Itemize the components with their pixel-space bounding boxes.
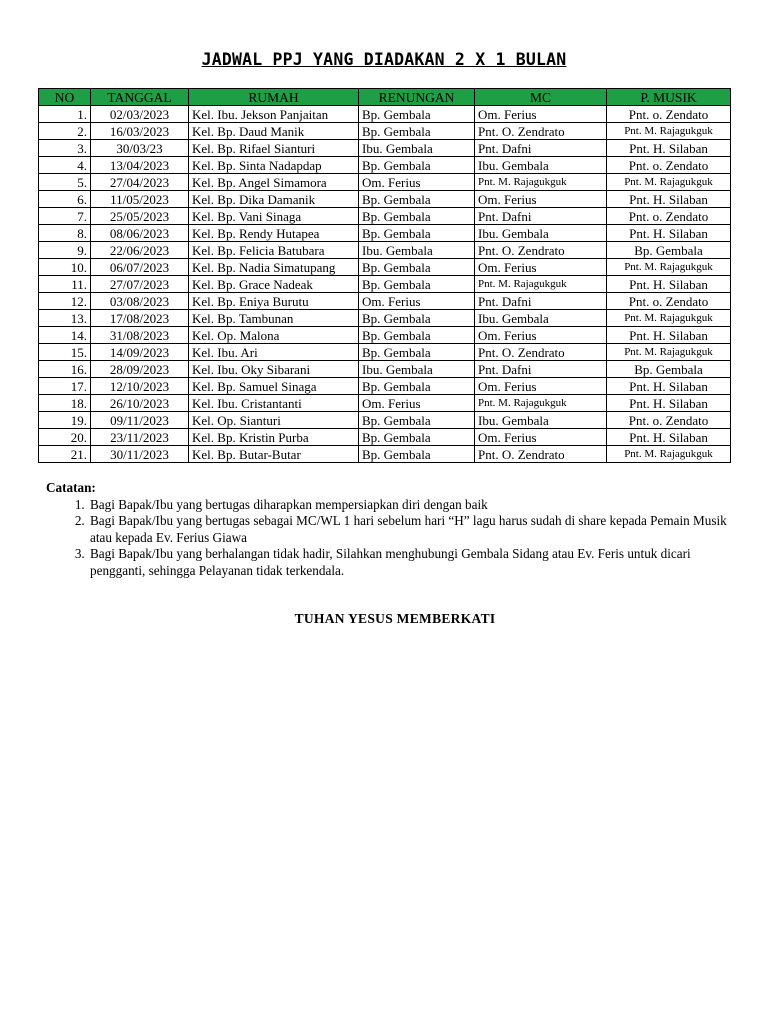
cell-musik: Pnt. M. Rajagukguk: [607, 446, 731, 463]
cell-no: 21.: [39, 446, 91, 463]
cell-renungan: Ibu. Gembala: [359, 242, 475, 259]
cell-musik: Pnt. M. Rajagukguk: [607, 310, 731, 327]
cell-tanggal: 25/05/2023: [91, 208, 189, 225]
cell-no: 4.: [39, 157, 91, 174]
table-row: [39, 446, 731, 463]
cell-mc: Om. Ferius: [475, 327, 607, 344]
cell-mc: Pnt. M. Rajagukguk: [475, 174, 607, 191]
cell-rumah: Kel. Bp. Sinta Nadapdap: [189, 157, 359, 174]
cell-musik: Pnt. o. Zendato: [607, 293, 731, 310]
cell-rumah: Kel. Bp. Angel Simamora: [189, 174, 359, 191]
cell-no: 13.: [39, 310, 91, 327]
header-renungan: RENUNGAN: [359, 89, 475, 106]
cell-musik: Pnt. H. Silaban: [607, 378, 731, 395]
table-row: [39, 225, 731, 242]
cell-tanggal: 27/07/2023: [91, 276, 189, 293]
cell-tanggal: 06/07/2023: [91, 259, 189, 276]
table-row: [39, 174, 731, 191]
cell-mc: Om. Ferius: [475, 191, 607, 208]
cell-rumah: Kel. Bp. Tambunan: [189, 310, 359, 327]
table-row: [39, 378, 731, 395]
cell-no: 2.: [39, 123, 91, 140]
cell-no: 3.: [39, 140, 91, 157]
cell-tanggal: 02/03/2023: [91, 106, 189, 123]
cell-renungan: Bp. Gembala: [359, 412, 475, 429]
cell-no: 18.: [39, 395, 91, 412]
cell-rumah: Kel. Op. Sianturi: [189, 412, 359, 429]
cell-tanggal: 13/04/2023: [91, 157, 189, 174]
cell-musik: Pnt. o. Zendato: [607, 208, 731, 225]
cell-tanggal: 08/06/2023: [91, 225, 189, 242]
cell-musik: Pnt. H. Silaban: [607, 429, 731, 446]
schedule-table: [38, 88, 731, 463]
cell-mc: Pnt. Dafni: [475, 361, 607, 378]
cell-rumah: Kel. Bp. Butar-Butar: [189, 446, 359, 463]
cell-rumah: Kel. Bp. Vani Sinaga: [189, 208, 359, 225]
cell-rumah: Kel. Ibu. Oky Sibarani: [189, 361, 359, 378]
cell-tanggal: 31/08/2023: [91, 327, 189, 344]
cell-renungan: Bp. Gembala: [359, 208, 475, 225]
cell-musik: Pnt. H. Silaban: [607, 276, 731, 293]
header-mc: MC: [475, 89, 607, 106]
cell-mc: Om. Ferius: [475, 429, 607, 446]
cell-musik: Pnt. M. Rajagukguk: [607, 344, 731, 361]
cell-rumah: Kel. Bp. Grace Nadeak: [189, 276, 359, 293]
note-item: 3. Bagi Bapak/Ibu yang berhalangan tidak hadir, Silahkan menghubungi Gembala Sidang atau Ev. Feris untuk dicari pengganti, sehingga Pelayanan tidak terkendala.: [88, 546, 736, 579]
table-header-row: [39, 89, 731, 106]
table-row: [39, 344, 731, 361]
cell-no: 6.: [39, 191, 91, 208]
cell-musik: Pnt. H. Silaban: [607, 395, 731, 412]
cell-rumah: Kel. Ibu. Ari: [189, 344, 359, 361]
cell-mc: Pnt. M. Rajagukguk: [475, 395, 607, 412]
table-row: [39, 242, 731, 259]
cell-musik: Pnt. M. Rajagukguk: [607, 259, 731, 276]
cell-no: 5.: [39, 174, 91, 191]
cell-musik: Pnt. o. Zendato: [607, 157, 731, 174]
cell-musik: Bp. Gembala: [607, 361, 731, 378]
cell-rumah: Kel. Bp. Eniya Burutu: [189, 293, 359, 310]
cell-renungan: Bp. Gembala: [359, 276, 475, 293]
cell-rumah: Kel. Bp. Daud Manik: [189, 123, 359, 140]
cell-rumah: Kel. Bp. Rendy Hutapea: [189, 225, 359, 242]
table-row: [39, 259, 731, 276]
cell-no: 16.: [39, 361, 91, 378]
cell-tanggal: 22/06/2023: [91, 242, 189, 259]
cell-no: 19.: [39, 412, 91, 429]
cell-tanggal: 11/05/2023: [91, 191, 189, 208]
cell-mc: Om. Ferius: [475, 378, 607, 395]
header-rumah: RUMAH: [189, 89, 359, 106]
cell-mc: Pnt. O. Zendrato: [475, 123, 607, 140]
cell-renungan: Bp. Gembala: [359, 429, 475, 446]
cell-no: 1.: [39, 106, 91, 123]
cell-no: 20.: [39, 429, 91, 446]
cell-musik: Pnt. M. Rajagukguk: [607, 174, 731, 191]
cell-musik: Pnt. o. Zendato: [607, 412, 731, 429]
cell-rumah: Kel. Ibu. Cristantanti: [189, 395, 359, 412]
schedule-body: [39, 106, 731, 463]
notes-title: Catatan:: [46, 480, 96, 495]
cell-rumah: Kel. Bp. Rifael Sianturi: [189, 140, 359, 157]
table-row: [39, 395, 731, 412]
cell-mc: Pnt. O. Zendrato: [475, 344, 607, 361]
cell-no: 11.: [39, 276, 91, 293]
cell-tanggal: 27/04/2023: [91, 174, 189, 191]
cell-no: 15.: [39, 344, 91, 361]
cell-mc: Pnt. Dafni: [475, 208, 607, 225]
cell-no: 7.: [39, 208, 91, 225]
cell-musik: Pnt. H. Silaban: [607, 327, 731, 344]
table-row: [39, 208, 731, 225]
header-musik: P. MUSIK: [607, 89, 731, 106]
cell-no: 14.: [39, 327, 91, 344]
blessing-text: TUHAN YESUS MEMBERKATI: [294, 611, 496, 626]
cell-rumah: Kel. Bp. Samuel Sinaga: [189, 378, 359, 395]
cell-renungan: Om. Ferius: [359, 293, 475, 310]
cell-rumah: Kel. Bp. Dika Damanik: [189, 191, 359, 208]
cell-renungan: Ibu. Gembala: [359, 361, 475, 378]
table-row: [39, 157, 731, 174]
cell-mc: Om. Ferius: [475, 106, 607, 123]
cell-tanggal: 30/03/23: [91, 140, 189, 157]
cell-renungan: Bp. Gembala: [359, 106, 475, 123]
cell-no: 8.: [39, 225, 91, 242]
cell-tanggal: 12/10/2023: [91, 378, 189, 395]
cell-renungan: Bp. Gembala: [359, 327, 475, 344]
cell-mc: Pnt. Dafni: [475, 140, 607, 157]
cell-rumah: Kel. Bp. Felicia Batubara: [189, 242, 359, 259]
table-row: [39, 140, 731, 157]
table-row: [39, 327, 731, 344]
cell-tanggal: 16/03/2023: [91, 123, 189, 140]
cell-renungan: Bp. Gembala: [359, 225, 475, 242]
cell-renungan: Om. Ferius: [359, 395, 475, 412]
cell-tanggal: 17/08/2023: [91, 310, 189, 327]
cell-musik: Pnt. o. Zendato: [607, 106, 731, 123]
cell-renungan: Bp. Gembala: [359, 259, 475, 276]
cell-musik: Bp. Gembala: [607, 242, 731, 259]
cell-musik: Pnt. H. Silaban: [607, 191, 731, 208]
cell-rumah: Kel. Ibu. Jekson Panjaitan: [189, 106, 359, 123]
table-row: [39, 429, 731, 446]
cell-mc: Om. Ferius: [475, 259, 607, 276]
cell-renungan: Bp. Gembala: [359, 446, 475, 463]
cell-musik: Pnt. H. Silaban: [607, 225, 731, 242]
table-row: [39, 310, 731, 327]
cell-renungan: Bp. Gembala: [359, 191, 475, 208]
cell-renungan: Bp. Gembala: [359, 378, 475, 395]
table-row: [39, 293, 731, 310]
cell-renungan: Ibu. Gembala: [359, 140, 475, 157]
header-no: NO: [39, 89, 91, 106]
cell-mc: Pnt. O. Zendrato: [475, 446, 607, 463]
cell-rumah: Kel. Bp. Nadia Simatupang: [189, 259, 359, 276]
page-title: JADWAL PPJ YANG DIADAKAN 2 X 1 BULAN: [201, 50, 567, 69]
table-row: [39, 106, 731, 123]
cell-mc: Pnt. Dafni: [475, 293, 607, 310]
cell-mc: Pnt. M. Rajagukguk: [475, 276, 607, 293]
table-row: [39, 276, 731, 293]
cell-rumah: Kel. Op. Malona: [189, 327, 359, 344]
cell-tanggal: 14/09/2023: [91, 344, 189, 361]
cell-mc: Pnt. O. Zendrato: [475, 242, 607, 259]
cell-tanggal: 23/11/2023: [91, 429, 189, 446]
cell-mc: Ibu. Gembala: [475, 157, 607, 174]
cell-tanggal: 26/10/2023: [91, 395, 189, 412]
cell-musik: Pnt. H. Silaban: [607, 140, 731, 157]
cell-renungan: Bp. Gembala: [359, 123, 475, 140]
table-row: [39, 412, 731, 429]
notes-list: [46, 497, 736, 580]
cell-no: 10.: [39, 259, 91, 276]
cell-rumah: Kel. Bp. Kristin Purba: [189, 429, 359, 446]
table-row: [39, 191, 731, 208]
note-item: 2. Bagi Bapak/Ibu yang bertugas sebagai MC/WL 1 hari sebelum hari “H” lagu harus sudah di share kepada Pemain Musik atau kepada Ev. Ferius Giawa: [88, 513, 736, 546]
notes-section: [46, 480, 736, 579]
cell-musik: Pnt. M. Rajagukguk: [607, 123, 731, 140]
cell-tanggal: 03/08/2023: [91, 293, 189, 310]
table-row: [39, 361, 731, 378]
cell-mc: Ibu. Gembala: [475, 310, 607, 327]
cell-no: 9.: [39, 242, 91, 259]
cell-renungan: Bp. Gembala: [359, 157, 475, 174]
cell-tanggal: 30/11/2023: [91, 446, 189, 463]
cell-renungan: Bp. Gembala: [359, 344, 475, 361]
cell-renungan: Bp. Gembala: [359, 310, 475, 327]
cell-renungan: Om. Ferius: [359, 174, 475, 191]
cell-no: 17.: [39, 378, 91, 395]
note-item: 1. Bagi Bapak/Ibu yang bertugas diharapkan mempersiapkan diri dengan baik: [88, 497, 736, 514]
cell-tanggal: 09/11/2023: [91, 412, 189, 429]
cell-no: 12.: [39, 293, 91, 310]
cell-tanggal: 28/09/2023: [91, 361, 189, 378]
cell-mc: Ibu. Gembala: [475, 412, 607, 429]
table-row: [39, 123, 731, 140]
header-tanggal: TANGGAL: [91, 89, 189, 106]
cell-mc: Ibu. Gembala: [475, 225, 607, 242]
